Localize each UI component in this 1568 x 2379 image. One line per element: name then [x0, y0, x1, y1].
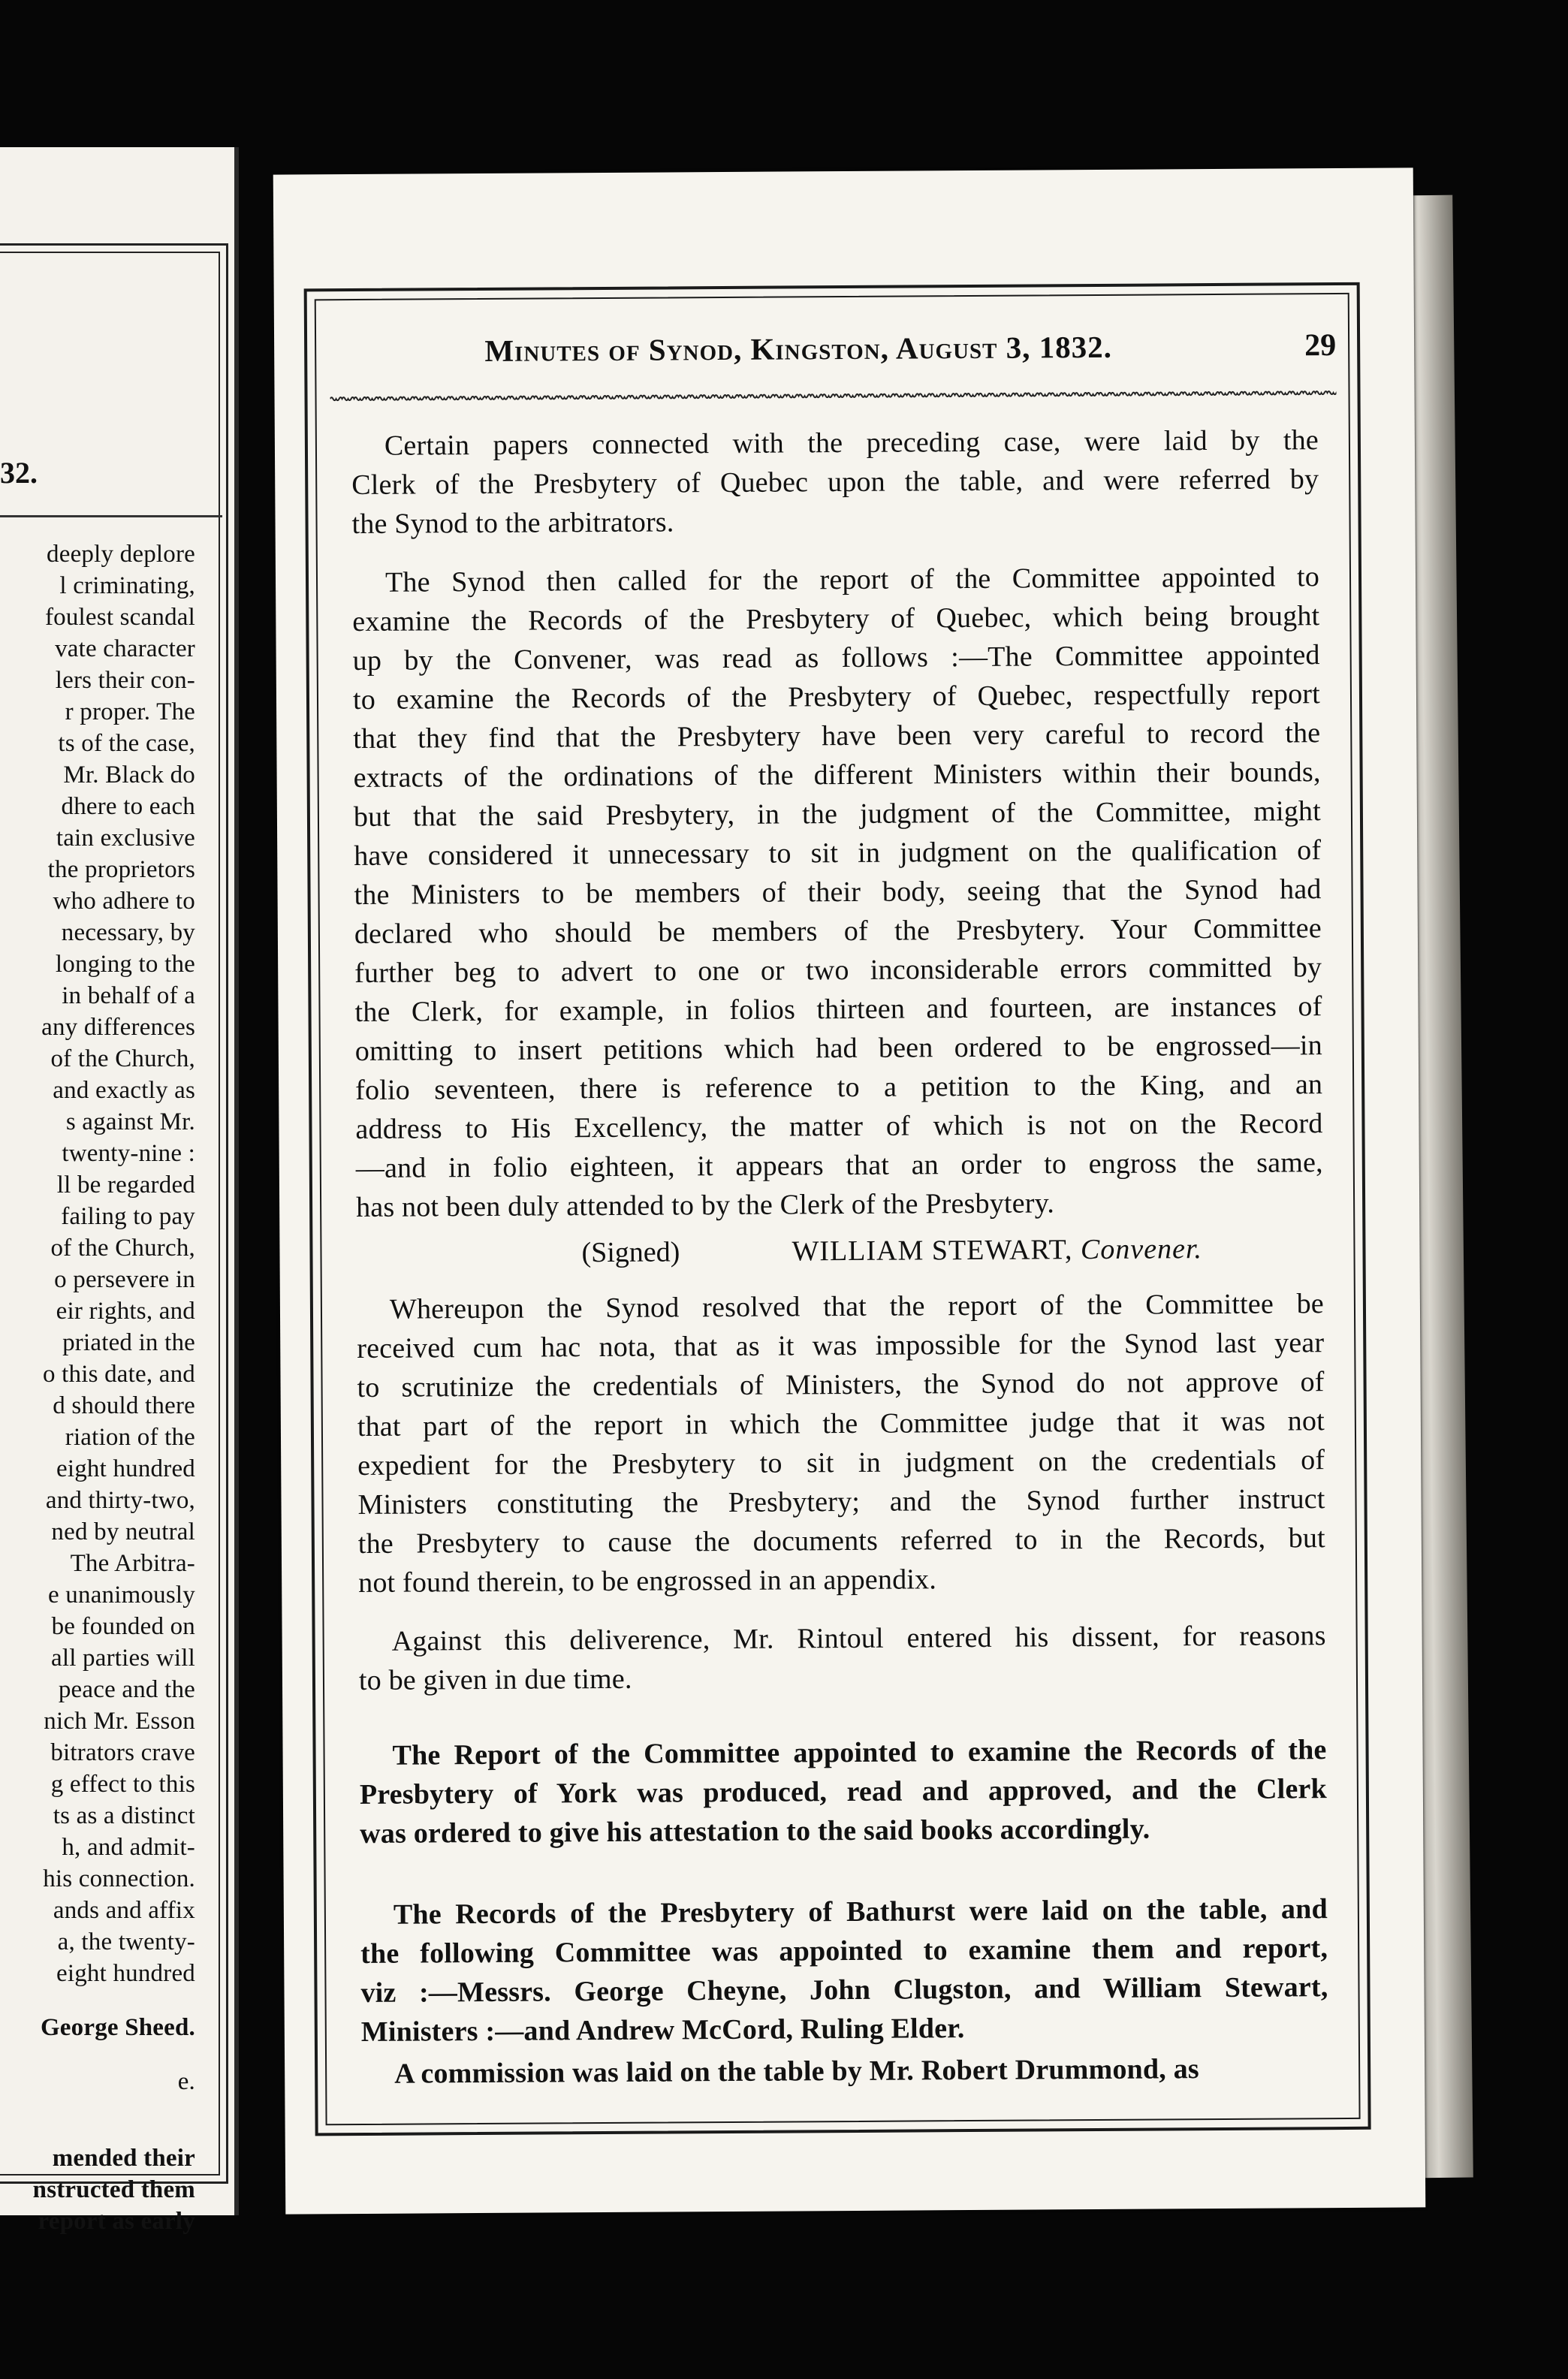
book-page — [273, 167, 1426, 2214]
previous-page-line: Mr. Black do — [63, 761, 195, 788]
previous-page-line: tain exclusive — [56, 825, 195, 852]
text-line: Clerk of the Presbytery of Quebec upon the table, and were referred by — [351, 463, 1319, 502]
previous-page-line: his connection. — [43, 1865, 195, 1892]
previous-page-line: in behalf of a — [62, 982, 195, 1009]
previous-page-line: and exactly as — [53, 1077, 195, 1104]
running-head: Minutes of Synod, Kingston, August 3, 1832. — [484, 329, 1113, 368]
previous-page-line: The Arbitra- — [70, 1550, 195, 1577]
text-line: not found therein, to be engrossed in an appendix. — [358, 1563, 937, 1600]
previous-page-line: eir rights, and — [56, 1298, 195, 1325]
text-line: but that the said Presbytery, in the judgment of the Committee, might — [353, 795, 1322, 834]
previous-page-line: who adhere to — [53, 888, 195, 915]
previous-page-line: s against Mr. — [65, 1108, 195, 1135]
text-line: Ministers :—and Andrew McCord, Ruling Elder. — [360, 2013, 965, 2048]
text-line: declared who should be members of the Presbytery. Your Committee — [354, 912, 1322, 951]
text-line: to scrutinize the credentials of Ministers, the Synod do not approve of — [357, 1366, 1325, 1404]
previous-page-line: d should there — [53, 1392, 195, 1419]
previous-page-line: l criminating, — [59, 572, 195, 599]
previous-page-line: ands and affix — [53, 1897, 195, 1924]
signed-label: (Signed) — [581, 1236, 680, 1269]
page-header — [343, 327, 1336, 378]
previous-page-line: h, and admit- — [62, 1834, 195, 1861]
previous-page-line: o persevere in — [54, 1266, 195, 1293]
text-line: expedient for the Presbytery to sit in judgment on the credentials of — [357, 1444, 1325, 1482]
previous-page-line: lers their con- — [55, 667, 195, 694]
previous-page-line: a, the twenty- — [57, 1928, 195, 1955]
previous-page-line: ned by neutral — [51, 1518, 195, 1545]
paragraph-york-records — [359, 1730, 1327, 1853]
previous-page-line: eight hundred — [56, 1455, 195, 1482]
previous-page-line: peace and the — [58, 1676, 195, 1703]
paragraph-bathurst-records — [360, 1889, 1328, 2052]
previous-page-line: vate character — [55, 635, 195, 662]
text-line: The Report of the Committee appointed to examine the Records of the — [392, 1734, 1327, 1771]
text-line: address to His Excellency, the matter of which is not on the Record — [355, 1108, 1323, 1146]
previous-page-line: deeply deplore — [47, 541, 195, 568]
text-line: received cum hac nota, that as it was impossible for the Synod last year — [357, 1327, 1325, 1365]
page-border — [304, 282, 1371, 2136]
previous-page-line: ts as a distinct — [53, 1802, 195, 1829]
paragraph-papers-referred — [351, 421, 1319, 544]
previous-page-line: failing to pay — [61, 1203, 195, 1230]
previous-page-line: foulest scandal — [44, 604, 195, 631]
previous-page-line: riation of the — [65, 1424, 195, 1451]
previous-page-line: ll be regarded — [56, 1171, 195, 1199]
paragraph-committee-report-quebec — [352, 557, 1323, 1227]
paragraph-commission — [361, 2049, 1328, 2094]
page-number: 29 — [1304, 328, 1337, 363]
text-line: omitting to insert petitions which had been ordered to be engrossed—in — [354, 1030, 1322, 1068]
previous-page-line: nstructed them — [32, 2176, 195, 2203]
previous-page — [0, 147, 239, 2235]
previous-page-line: the proprietors — [47, 856, 195, 883]
previous-page-line: George Sheed. — [40, 2014, 195, 2041]
text-line: Certain papers connected with the preceding case, were laid by the — [384, 424, 1319, 462]
text-line: A commission was laid on the table by Mr. Robert Drummond, as — [394, 2053, 1199, 2090]
previous-page-line: longing to the — [55, 951, 195, 978]
text-line: has not been duly attended to by the Clerk of the Presbytery. — [355, 1187, 1055, 1224]
text-line: further beg to advert to one or two inconsiderable errors committed by — [354, 951, 1322, 990]
text-line: the following Committee was appointed to examine them and report, — [360, 1932, 1328, 1970]
text-line: was ordered to give his attestation to the said books accordingly. — [360, 1813, 1150, 1850]
signatory — [792, 1229, 1202, 1271]
previous-page-line: any differences — [41, 1014, 195, 1041]
text-line: Ministers constituting the Presbytery; and the Synod further instruct — [357, 1483, 1325, 1521]
previous-page-line: e unanimously — [48, 1581, 195, 1609]
previous-page-line: necessary, by — [61, 919, 195, 946]
text-line: extracts of the ordinations of the different Ministers within their bounds, — [353, 756, 1321, 795]
previous-page-line: mended their — [52, 2145, 195, 2172]
previous-page-line: r proper. The — [65, 698, 195, 725]
previous-page-line: and thirty-two, — [45, 1487, 195, 1514]
signatory-role: Convener. — [1080, 1233, 1203, 1266]
signatory-name: WILLIAM STEWART, — [792, 1234, 1073, 1268]
previous-page-line: bitrators crave — [50, 1739, 195, 1766]
previous-page-line: report as early — [38, 2208, 195, 2235]
text-line: Presbytery of York was produced, read and approved, and the Clerk — [359, 1773, 1328, 1811]
text-line: to examine the Records of the Presbytery of Quebec, respectfully report — [352, 678, 1321, 716]
text-line: that part of the report in which the Committee judge that it was not — [357, 1405, 1325, 1443]
text-line: Whereupon the Synod resolved that the report of the Committee be — [389, 1288, 1325, 1325]
text-line: up by the Convener, was read as follows :—The Committee appointed — [352, 639, 1320, 677]
text-line: viz :—Messrs. George Cheyne, John Clugston, and William Stewart, — [360, 1971, 1328, 2009]
text-line: have considered it unnecessary to sit in judgment on the qualification of — [354, 834, 1322, 873]
text-line: the Clerk, for example, in folios thirteen and fourteen, are instances of — [354, 990, 1322, 1029]
text-line: the Synod to the arbitrators. — [351, 506, 674, 541]
text-line: that they find that the Presbytery have been very careful to record the — [353, 717, 1321, 755]
text-line: the Ministers to be members of their body, seeing that the Synod had — [354, 873, 1322, 912]
previous-page-folio: 32. — [0, 456, 38, 490]
text-line: Against this deliverence, Mr. Rintoul entered his dissent, for reasons — [391, 1620, 1326, 1657]
previous-page-rule — [0, 515, 222, 517]
text-line: The Synod then called for the report of the Committee appointed to — [384, 561, 1320, 599]
previous-page-line: twenty-nine : — [62, 1140, 195, 1167]
previous-page-line: priated in the — [62, 1329, 195, 1356]
previous-page-line: all parties will — [51, 1645, 195, 1672]
previous-page-line: e. — [177, 2068, 195, 2095]
previous-page-line: eight hundred — [56, 1960, 195, 1987]
text-line: examine the Records of the Presbytery of Quebec, which being brought — [352, 600, 1320, 638]
previous-page-line: o this date, and — [43, 1361, 195, 1388]
previous-page-line: be founded on — [51, 1613, 195, 1640]
paragraph-dissent — [358, 1616, 1326, 1700]
text-line: —and in folio eighteen, it appears that an order to engross the same, — [355, 1147, 1323, 1185]
text-line: The Records of the Presbytery of Bathurst were laid on the table, and — [393, 1893, 1328, 1931]
previous-page-line: ts of the case, — [58, 730, 195, 757]
previous-page-line: of the Church, — [50, 1235, 195, 1262]
text-line: folio seventeen, there is reference to a petition to the King, and an — [355, 1069, 1323, 1107]
previous-page-line: of the Church, — [50, 1045, 195, 1072]
text-line: the Presbytery to cause the documents referred to in the Records, but — [357, 1522, 1325, 1560]
previous-page-line: g effect to this — [50, 1771, 195, 1798]
text-line: to be given in due time. — [358, 1663, 632, 1697]
previous-page-line: dhere to each — [61, 793, 195, 820]
paragraph-synod-resolution — [357, 1284, 1326, 1603]
previous-page-line: nich Mr. Esson — [44, 1708, 195, 1735]
